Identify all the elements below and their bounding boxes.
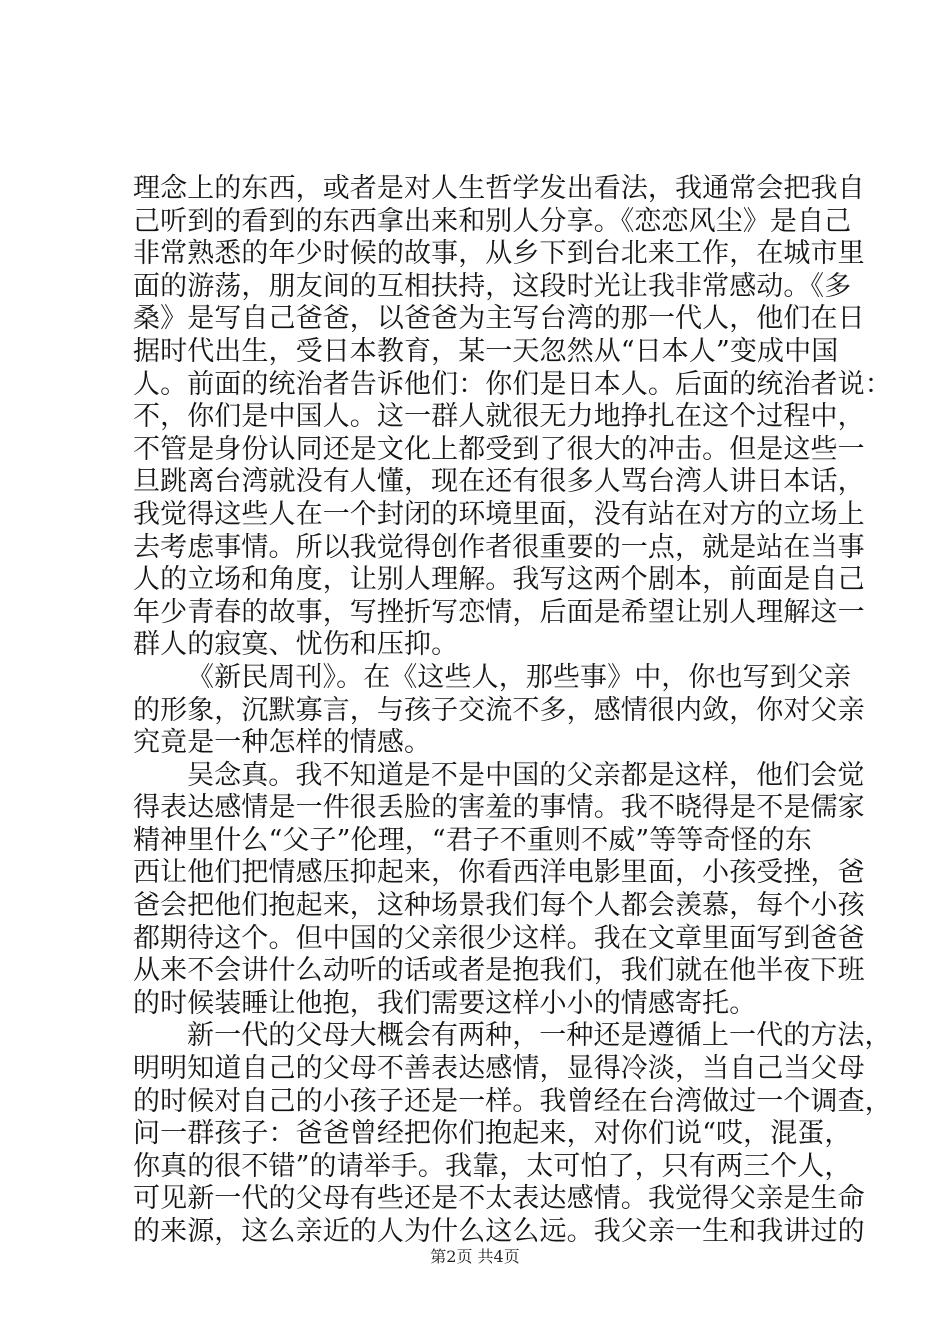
text-line: 群人的寂寞、忧伤和压抑。 <box>133 629 459 661</box>
text-line: 不管是身份认同还是文化上都受到了很大的冲击。但是这些一 <box>133 433 865 465</box>
document-body <box>133 173 892 1249</box>
text-line: 都期待这个。但中国的父亲很少这样。我在文章里面写到爸爸 <box>133 922 865 954</box>
text-line: 不，你们是中国人。这一群人就很无力地挣扎在这个过程中， <box>133 401 865 433</box>
paragraph-start-line: 吴念真。我不知道是不是中国的父亲都是这样，他们会觉 <box>187 759 865 791</box>
text-line: 得表达感情是一件很丢脸的害羞的事情。我不晓得是不是儒家 <box>133 792 865 824</box>
text-line: 人的立场和角度，让别人理解。我写这两个剧本，前面是自己 <box>133 564 865 596</box>
text-line: 西让他们把情感压抑起来，你看西洋电影里面，小孩受挫，爸 <box>133 857 865 889</box>
text-line: 精神里什么“父子”伦理，“君子不重则不威”等等奇怪的东 <box>133 824 812 856</box>
text-line: 从来不会讲什么动听的话或者是抱我们，我们就在他半夜下班 <box>133 955 865 987</box>
text-line: 我觉得这些人在一个封闭的环境里面，没有站在对方的立场上 <box>133 498 865 530</box>
text-line: 旦跳离台湾就没有人懂，现在还有很多人骂台湾人讲日本话， <box>133 466 865 498</box>
text-line: 据时代出生，受日本教育，某一天忽然从“日本人”变成中国 <box>133 335 839 367</box>
text-line: 己听到的看到的东西拿出来和别人分享。《恋恋风尘》是自己 <box>133 205 852 237</box>
text-line: 你真的很不错”的请举手。我靠，太可怕了，只有两三个人， <box>133 1150 852 1182</box>
page-number-footer: 第2页 共4页 <box>430 1247 520 1266</box>
text-line: 究竟是一种怎样的情感。 <box>133 727 432 759</box>
text-line: 问一群孩子：爸爸曾经把你们抱起来，对你们说“哎，混蛋， <box>133 1118 852 1150</box>
text-line: 年少青春的故事，写挫折写恋情，后面是希望让别人理解这一 <box>133 596 865 628</box>
paragraph-start-line: 新一代的父母大概会有两种，一种还是遵循上一代的方法， <box>187 1020 892 1052</box>
paragraph-start-line: 《新民周刊》。在《这些人，那些事》中，你也写到父亲 <box>187 661 851 693</box>
text-line: 爸会把他们抱起来，这种场景我们每个人都会羡慕，每个小孩 <box>133 890 865 922</box>
text-line: 面的游荡，朋友间的互相扶持，这段时光让我非常感动。《多 <box>133 270 852 302</box>
text-line: 理念上的东西，或者是对人生哲学发出看法，我通常会把我自 <box>133 173 865 204</box>
text-line: 明明知道自己的父母不善表达感情，显得冷淡，当自己当父母 <box>133 1053 865 1085</box>
text-line: 去考虑事情。所以我觉得创作者很重要的一点，就是站在当事 <box>133 531 865 563</box>
text-line: 桑》是写自己爸爸，以爸爸为主写台湾的那一代人，他们在日 <box>133 303 865 335</box>
text-line: 可见新一代的父母有些还是不太表达感情。我觉得父亲是生命 <box>133 1183 865 1215</box>
text-line: 非常熟悉的年少时候的故事，从乡下到台北来工作，在城市里 <box>133 238 865 270</box>
text-line: 人。前面的统治者告诉他们：你们是日本人。后面的统治者说： <box>133 368 892 400</box>
text-line: 的时候装睡让他抱，我们需要这样小小的情感寄托。 <box>133 987 757 1019</box>
text-line: 的来源，这么亲近的人为什么这么远。我父亲一生和我讲过的 <box>133 1216 865 1247</box>
text-line: 的时候对自己的小孩子还是一样。我曾经在台湾做过一个调查， <box>133 1085 892 1117</box>
text-line: 的形象，沉默寡言，与孩子交流不多，感情很内敛，你对父亲 <box>133 694 865 726</box>
